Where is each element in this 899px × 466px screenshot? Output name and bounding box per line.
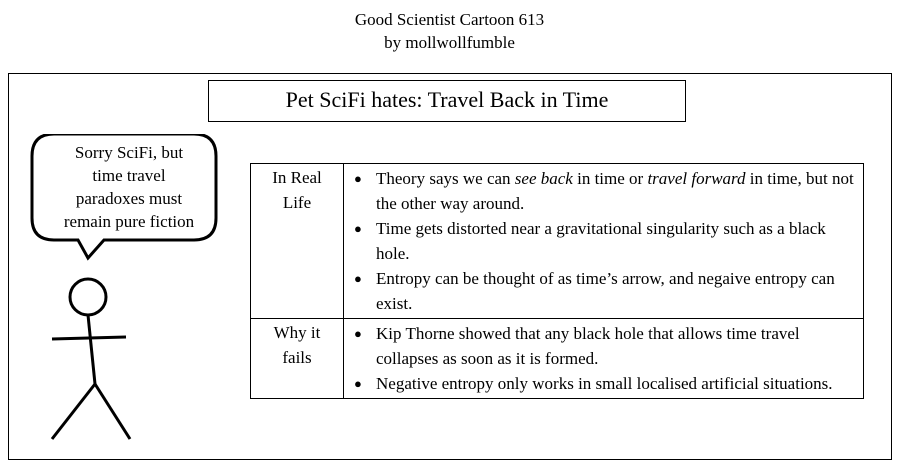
- bullet-dot-icon: ●: [354, 221, 362, 236]
- speech-line: remain pure fiction: [63, 212, 195, 231]
- bullet-emphasis: see back: [514, 169, 573, 188]
- bullet-dot-icon: ●: [354, 271, 362, 286]
- bullet-list: [344, 319, 863, 398]
- bullet-item: [344, 216, 857, 266]
- bullet-text: Negative entropy only works in small localised artificial situations.: [376, 374, 833, 393]
- row-bullets: [344, 319, 864, 399]
- bullet-list: [344, 164, 863, 318]
- bullet-text: in time or: [572, 169, 648, 188]
- row-label: [251, 164, 344, 319]
- speech-line: paradoxes must: [75, 189, 183, 208]
- panel-title: Pet SciFi hates: Travel Back in Time: [208, 80, 686, 122]
- speech-text: [40, 141, 218, 233]
- row-label-line: Why it: [273, 323, 321, 342]
- stick-figure-right-leg: [95, 384, 130, 439]
- stick-figure-arms: [52, 337, 126, 339]
- bullet-emphasis: travel forward: [647, 169, 746, 188]
- table-row: [251, 319, 864, 399]
- row-label-line: In Real: [272, 168, 322, 187]
- bullet-item: [344, 166, 857, 216]
- bullet-text: Theory says we can: [376, 169, 515, 188]
- bullet-text: Entropy can be thought of as time’s arrow, and negaive entropy can exist.: [376, 269, 835, 313]
- row-label-line: fails: [282, 348, 312, 367]
- bullet-item: [344, 321, 857, 371]
- bullet-text: Kip Thorne showed that any black hole that allows time travel collapses as soon as it is formed.: [376, 324, 800, 368]
- bullet-dot-icon: ●: [354, 326, 362, 341]
- bullet-text: Time gets distorted near a gravitational singularity such as a black hole.: [376, 219, 826, 263]
- stick-figure-body: [88, 315, 95, 384]
- row-label: [251, 319, 344, 399]
- stick-figure-head: [70, 279, 106, 315]
- cartoon-header: [0, 8, 899, 54]
- table-row: [251, 164, 864, 319]
- speech-line: time travel: [92, 166, 166, 185]
- row-bullets: [344, 164, 864, 319]
- row-label-line: Life: [282, 193, 312, 212]
- bullet-item: [344, 371, 857, 396]
- stick-figure-left-leg: [52, 384, 95, 439]
- bullet-dot-icon: ●: [354, 376, 362, 391]
- speech-line: Sorry SciFi, but: [74, 143, 184, 162]
- time-travel-table: [250, 163, 864, 399]
- bullet-text: in time, but not the other way around.: [376, 169, 854, 213]
- bullet-item: [344, 266, 857, 316]
- cartoon-author: by mollwollfumble: [384, 33, 515, 52]
- bullet-dot-icon: ●: [354, 171, 362, 186]
- cartoon-title: Good Scientist Cartoon 613: [354, 10, 545, 29]
